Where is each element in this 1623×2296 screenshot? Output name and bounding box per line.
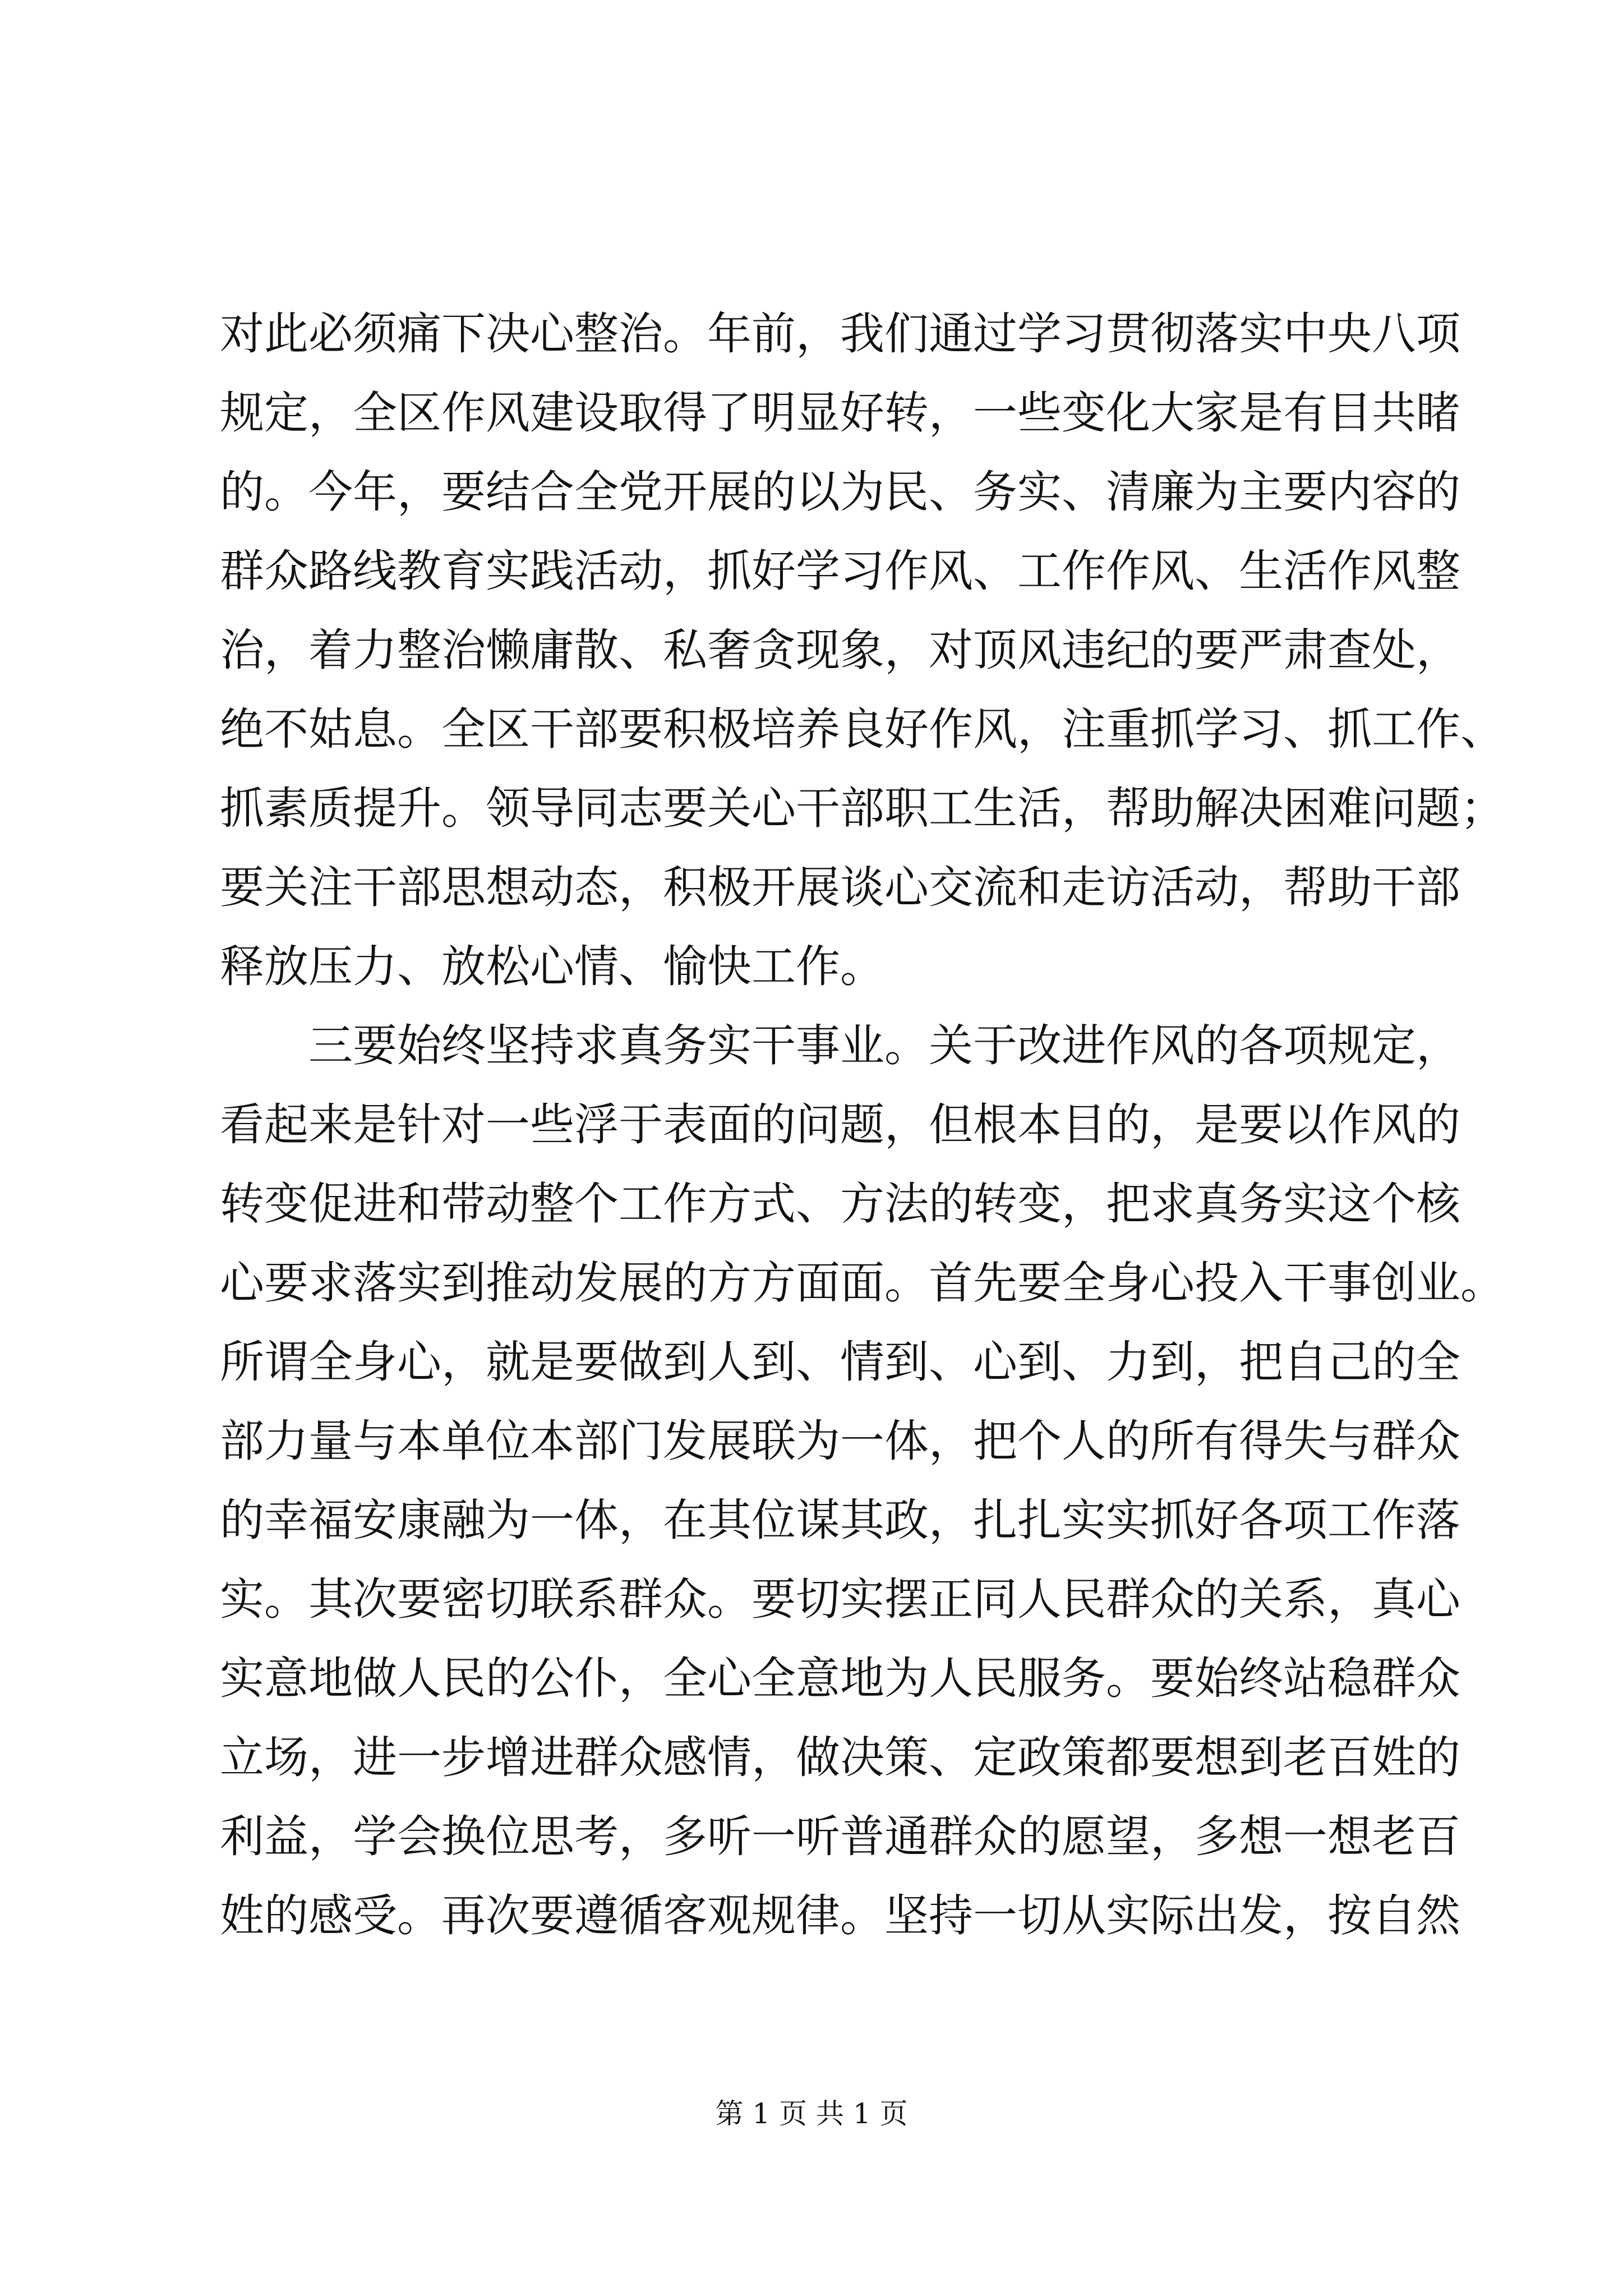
text-line: 姓的感受。再次要遵循客观规律。坚持一切从实际出发，按自然 xyxy=(220,1890,1460,1941)
body-text xyxy=(220,295,1505,1955)
text-line: 转变促进和带动整个工作方式、方法的转变，把求真务实这个核 xyxy=(220,1178,1460,1230)
text-line: 所谓全身心，就是要做到人到、情到、心到、力到，把自己的全 xyxy=(220,1336,1460,1388)
page-number-label: 第 1 页 共 1 页 xyxy=(715,2097,908,2130)
text-line: 的。今年，要结合全党开展的以为民、务实、清廉为主要内容的 xyxy=(220,466,1460,518)
text-line: 对此必须痛下决心整治。年前，我们通过学习贯彻落实中央八项 xyxy=(220,308,1460,360)
page-footer xyxy=(0,2091,1623,2136)
text-line: 实意地做人民的公仆，全心全意地为人民服务。要始终站稳群众 xyxy=(220,1653,1460,1704)
text-line: 实。其次要密切联系群众。要切实摆正同人民群众的关系，真心 xyxy=(220,1573,1460,1625)
text-line: 治，着力整治懒庸散、私奢贪现象，对顶风违纪的要严肃查处， xyxy=(220,624,1460,676)
text-line: 心要求落实到推动发展的方方面面。首先要全身心投入干事创业。 xyxy=(220,1257,1505,1309)
text-line: 部力量与本单位本部门发展联为一体，把个人的所有得失与群众 xyxy=(220,1415,1460,1467)
text-line: 看起来是针对一些浮于表面的问题，但根本目的，是要以作风的 xyxy=(220,1099,1460,1151)
text-line: 抓素质提升。领导同志要关心干部职工生活，帮助解决困难问题； xyxy=(220,783,1505,834)
text-line: 的幸福安康融为一体，在其位谋其政，扎扎实实抓好各项工作落 xyxy=(220,1494,1460,1546)
text-line: 立场，进一步增进群众感情，做决策、定政策都要想到老百姓的 xyxy=(220,1732,1460,1783)
text-line: 要关注干部思想动态，积极开展谈心交流和走访活动，帮助干部 xyxy=(220,862,1460,913)
text-line: 规定，全区作风建设取得了明显好转，一些变化大家是有目共睹 xyxy=(220,387,1460,439)
text-line: 绝不姑息。全区干部要积极培养良好作风，注重抓学习、抓工作、 xyxy=(220,703,1505,755)
text-line: 释放压力、放松心情、愉快工作。 xyxy=(220,941,884,992)
text-line: 三要始终坚持求真务实干事业。关于改进作风的各项规定， xyxy=(220,1020,1460,1071)
text-line: 群众路线教育实践活动，抓好学习作风、工作作风、生活作风整 xyxy=(220,545,1460,597)
text-line: 利益，学会换位思考，多听一听普通群众的愿望，多想一想老百 xyxy=(220,1811,1460,1862)
